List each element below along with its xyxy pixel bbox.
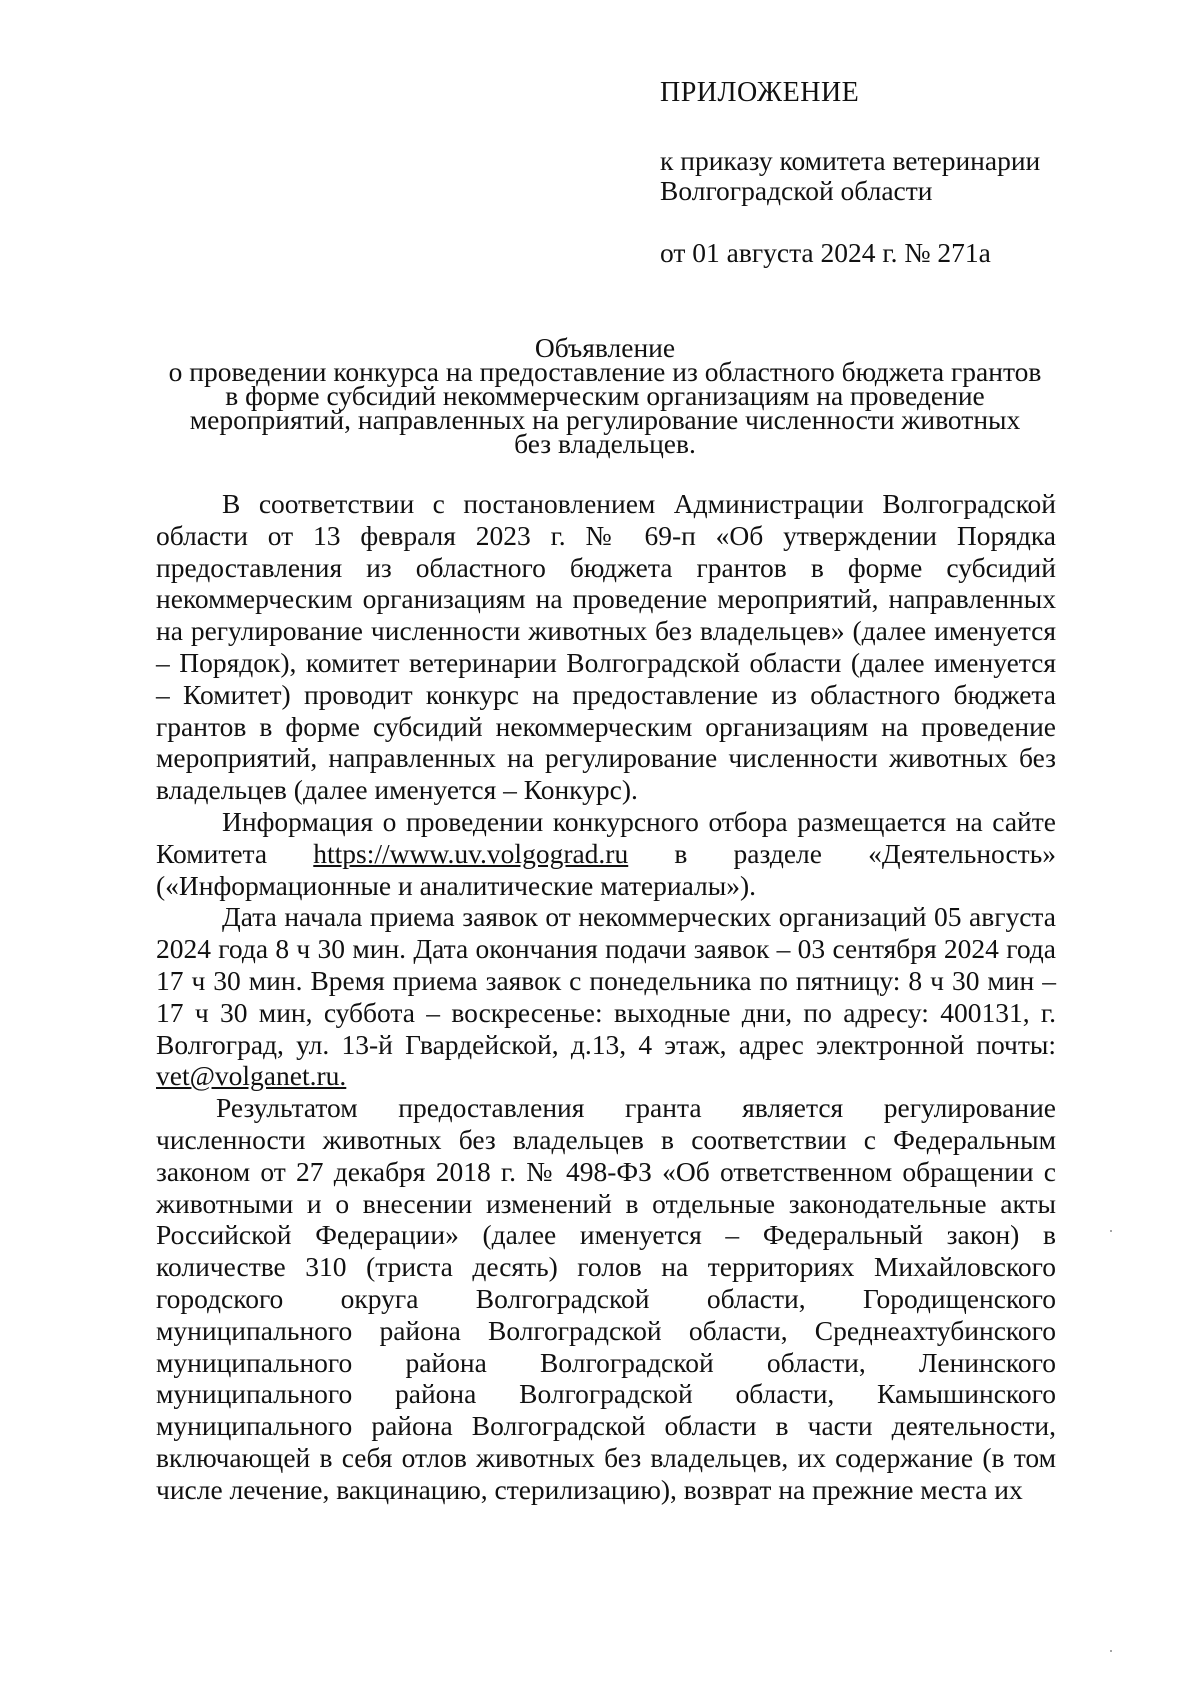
paragraph-application-dates-text: Дата начала приема заявок от некоммерческих организаций 05 августа 2024 года 8 ч 30 мин. Дата окончания подачи заявок – 03 сентября 2024 года 17 ч 30 мин. Время приема заявок с понедельника по пятницу: 8 ч 30 мин – 17 ч 30 мин, суббота – воскресенье: выходные дни, по адресу: 400131, г. Волгоград, ул. 13-й Гвардейской, д.13, 4 этаж, адрес электронной почты: bbox=[156, 901, 1056, 1060]
announcement-heading bbox=[150, 332, 1060, 459]
announcement-body bbox=[156, 488, 1056, 1506]
committee-website-link[interactable]: https://www.uv.volgograd.ru bbox=[313, 837, 629, 869]
announcement-subtitle-line: о проведении конкурса на предоставление из областного бюджета грантов bbox=[168, 356, 1042, 387]
attachment-order-line-1: к приказу комитета ветеринарии bbox=[660, 145, 1041, 176]
paragraph-grant-result: Результатом предоставления гранта является регулирование численности животных без владельцев в соответствии с Федеральным законом от 27 декабря 2018 г. № 498-ФЗ «Об ответственном обращении с животными и о внесении изменений в отдельные законодательные акты Российской Федерации» (далее именуется – Федеральный закон) в количестве 310 (триста десять) голов на территориях Михайловского городского округа Волгоградской области, Городищенского муниципального района Волгоградской области, Среднеахтубинского муниципального района Волгоградской области, Ленинского муниципального района Волгоградской области, Камышинского муниципального района Волгоградской области в части деятельности, включающей в себя отлов животных без владельцев, их содержание (в том числе лечение, вакцинацию, стерилизацию), возврат на прежние места их bbox=[156, 1092, 1056, 1505]
paragraph-application-dates bbox=[156, 901, 1056, 1092]
paragraph-information-text: Информация о проведении конкурсного отбора размещается на сайте Комитета bbox=[156, 805, 1056, 869]
paragraph-legal-basis: В соответствии с постановлением Администрации Волгоградской области от 13 февраля 2023 г. № 69-п «Об утверждении Порядка предоставления из областного бюджета грантов в форме субсидий некоммерческим организациям на проведение мероприятий, направленных на регулирование численности животных без владельцев» (далее именуется – Порядок), комитет ветеринарии Волгоградской области (далее именуется – Комитет) проводит конкурс на предоставление из областного бюджета грантов в форме субсидий некоммерческим организациям на проведение мероприятий, направленных на регулирование численности животных без владельцев (далее именуется – Конкурс). bbox=[156, 488, 1056, 806]
announcement-title: Объявление bbox=[534, 332, 676, 363]
attachment-order-date: от 01 августа 2024 г. № 271а bbox=[660, 237, 991, 268]
paragraph-information bbox=[156, 806, 1056, 901]
attachment-header bbox=[660, 78, 1040, 268]
email-link[interactable]: vet@volganet.ru. bbox=[156, 1060, 347, 1092]
announcement-subtitle-line: мероприятий, направленных на регулирование численности животных bbox=[189, 404, 1021, 435]
attachment-title: ПРИЛОЖЕНИЕ bbox=[660, 77, 860, 108]
scan-speck bbox=[1110, 1230, 1112, 1232]
attachment-order-line-2: Волгоградской области bbox=[660, 175, 933, 206]
paragraph-information-text-end: в разделе «Деятельность» («Информационные и аналитические материалы»). bbox=[156, 837, 1056, 901]
scan-speck bbox=[1110, 1650, 1112, 1652]
announcement-subtitle-line: в форме субсидий некоммерческим организациям на проведение bbox=[225, 380, 985, 411]
announcement-subtitle-line: без владельцев. bbox=[514, 428, 696, 459]
